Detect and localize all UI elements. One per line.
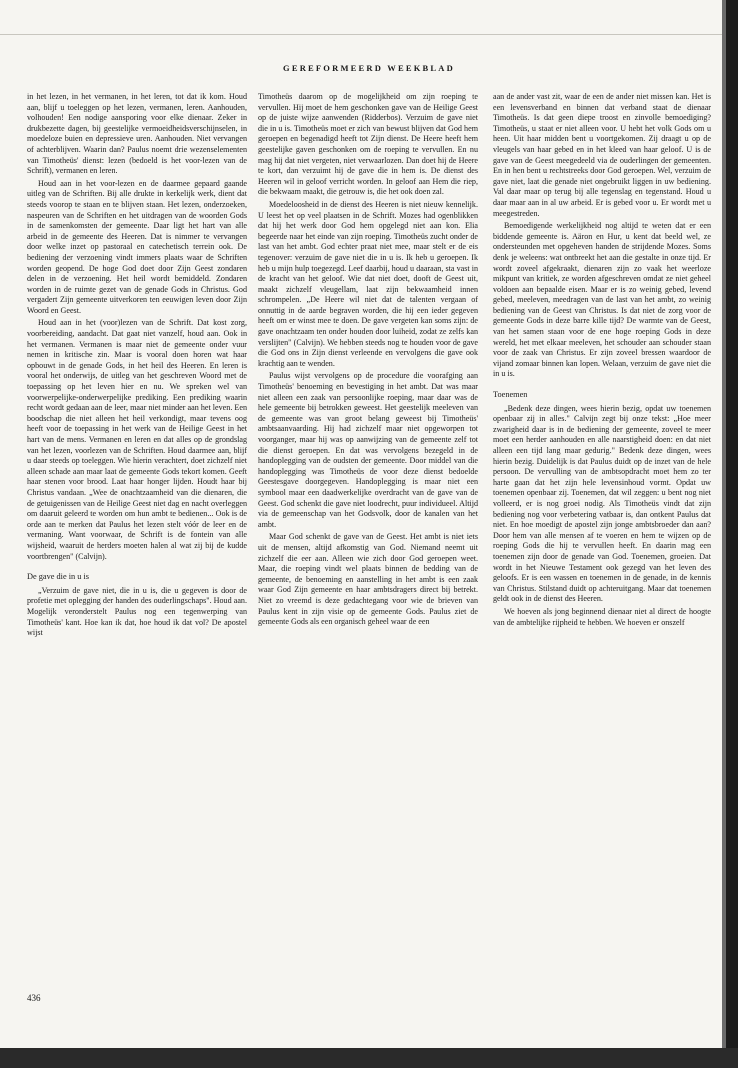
paragraph: Maar God schenkt de gave van de Geest. Het ambt is niet iets uit de mensen, altijd afkomstig van God. Niemand neemt uit zichzelf die eer aan. Alleen wie zich door God geroepen weet. Maar, die roeping vindt wel plaats binnen de bedding van de gemeente, de benoeming en aanstelling in het ambt is een zaak waar God Zijn gemeente en haar ambtsdragers direct bij betrekt. Niet zo vreemd is deze gedachtegang voor wie de brieven van Paulus kent in zijn visie op de gemeente Gods. Paulus ziet de gemeente Gods als een organisch geheel waar de een xyxy=(258,532,478,627)
paragraph: Houd aan in het (voor)lezen van de Schrift. Dat kost zorg, voorbereiding, aandacht. Dat gaat niet vanzelf, houd aan. Ook in het vermanen. Vermanen is maar niet de gemeente onder vuur nemen in kritische zin. Maar is vooral doen horen wat haar opbouwt in de genade Gods, in het heil des Heeren. En leren is vooral het onderwijs, de uitleg van het geschreven Woord met de toepassing op het leven hier en nu. We spreken wel van voorwerpelijke-onderwerpelijke prediking. Een prediking waarin recht wordt gedaan aan de leer, maar niet minder aan het leven. Een boodschap die niet alleen het heil verkondigt, maar tevens oog heeft voor de toepassing in het werk van de Heilige Geest in het hart van de mens. Vermanen en leren en dat alles op de grondslag van het lezen, voorlezen van de Schriften. Houd daarmee aan, blijf u daar steeds op toeleggen. Wie hierin verachtert, doet zichzelf niet alleen schade aan maar laat de gemeente Gods tekort komen. Geeft haar stenen voor brood. Laat haar honger lijden. Houdt haar bij Christus vandaan. „Wee de onachtzaamheid van die dienaren, die de getuigenissen van de Heilige Geest niet dag en nacht overleggen om daaruit geleerd te worden om hun ambt te bedienen... Ook is de orde aan te merken dat Paulus het lezen stelt vóór de leer en de vermaning. Want voorwaar, de Schrift is de fontein van alle wijsheid, waaruit de herders moeten halen al wat zij bij de kudde voortbrengen" (Calvijn). xyxy=(27,318,247,561)
section-heading: De gave die in u is xyxy=(27,572,89,582)
bottom-edge xyxy=(0,1048,738,1068)
paragraph: aan de ander vast zit, waar de een de ander niet missen kan. Het is een levensverband en binnen dat verband staat de dienaar Timotheüs. Is dat geen diepe troost en zinvolle bemoediging? Timotheüs, u staat er niet alleen voor. U hebt het volk Gods om u heen. Uit haar midden bent u voortgekomen. Zij draagt u op de vleugels van haar gebed en in het kleed van haar geloof. U is de gave van de Geest meegedeeld via de ouderlingen der gemeenten. En in hen bent u rechtstreeks door God geroepen. Wel, verzuim de gave niet, laat die genade niet ongebruikt liggen in uw bediening. Val daar maar op terug bij alle tegenslag en tegenstand. Houd u daar maar aan in al uw arbeid. Er is gebed voor u. Er wordt met u meegestreden. xyxy=(493,92,711,218)
paragraph: „Verzuim de gave niet, die in u is, die u gegeven is door de profetie met oplegging der handen des ouderlingschaps". Houd aan. Mogelijk veronderstelt Paulus nog een tegenwerping van Timotheüs' kant. Hoe kan ik dat, hoe houd ik dat vol? De apostel wijst xyxy=(27,585,247,638)
page-number: 436 xyxy=(27,993,41,1003)
binding-edge xyxy=(726,0,738,1068)
paragraph: Timotheüs daarom op de mogelijkheid om zijn roeping te vervullen. Hij moet de hem geschonken gave van de Heilige Geest op de juiste wijze aanwenden (Ridderbos). Verzuim de gave niet die in u is. Timotheüs moet er zich van bewust blijven dat God hem geroepen en begenadigd heeft tot Zijn dienst. De Heere heeft hem geestelijke gaven geschonken om de roeping te vervullen. En nu mag hij dat niet vergeten, niet verwaarlozen. Dan doet hij de Heere te kort, dan verzuimt hij de gave die in hem is. De dienst des Heeren wil in geloof verricht worden. In geloof aan Hem die riep, die bekwaam maakt, die getrouw is, die het ook doen zal. xyxy=(258,92,478,197)
paragraph: „Bedenk deze dingen, wees hierin bezig, opdat uw toenemen openbaar zij in alles." Calvijn zegt bij onze tekst: „Hoe meer zwarigheid daar is in de bediening der gemeente, zoveel te meer moet een herder aanhouden en alle naarstigheid doen: en dat niet alleen een tijd lang maar gedurig." Bedenk deze dingen, wees hierin bezig. Duidelijk is dat Paulus duidt op de inzet van de hele persoon. De vervulling van de ambtsopdracht moet hem zo ter harte gaan dat het zijn hele levensinhoud vormt. Opdat uw toenemen openbaar zij. Toenemen, dat wil zeggen: u bent nog niet volleerd, er is nog groei nodig. Als Timotheüs vindt dat zijn bediening nog voor verbetering vatbaar is, dan ontkent Paulus dat niet. En hoe moedigt de apostel zijn jonge ambtsbroeder dan aan? Door hem van alle mensen af te voeren en hem te wijzen op de roeping Gods die hij te vervullen heeft. En daarin mag een toenemen zijn door de genade van God. Toenemen, groeien. Dat wordt in het Nieuwe Testament ook gezegd van het leven des geloofs. Er is een wassen en toenemen in de genade, in de kennis van Christus. Stilstand duidt op achteruitgang. Maar dat toenemen geldt ook in de dienst des Heeren. xyxy=(493,403,711,604)
paragraph: We hoeven als jong beginnend dienaar niet al direct de hoogte van de ambtelijke rijpheid te hebben. We hoeven er onszelf xyxy=(493,606,711,627)
text-column-3 xyxy=(493,92,711,628)
paragraph: in het lezen, in het vermanen, in het leren, tot dat ik kom. Houd aan, blijf u toeleggen op het lezen, vermanen, leren. Aanhouden, volhouden! Een nodige aansporing voor elke dienaar. Zeker in drukbezette dagen, bij geestelijke vermoeidheidsverschijnselen, in moedeloze buien en depressieve uren. Aanhouden. Niet vervangen of achterblijven. Waarin dan? Paulus noemt drie wezenselementen van Timotheüs' dienst: lezen (bedoeld is het voor-lezen van de Schrift), vermanen en leren. xyxy=(27,92,247,176)
paragraph: Paulus wijst vervolgens op de procedure die voorafging aan Timotheüs' benoeming en bevestiging in het ambt. Dat was maar niet alleen een zaak van persoonlijke roeping, maar daar was de hele gemeente bij betrokken geweest. Het geestelijk meeleven van de gemeente was van groot belang geweest bij Timotheüs' ambtsaanvaarding. Hij had zichzelf maar niet opgeworpen tot voorganger, maar hij was op aanwijzing van de gemeente zelf tot die dienst geroepen. En dat was vervolgens bezegeld in de handoplegging van de oudsten der gemeente. Door middel van die handoplegging was Timotheüs de voor deze dienst bedoelde Geestesgave doorgegeven. Handoplegging is maar niet een symbool maar een daadwerkelijke overdracht van de gave van de Geest. God schenkt die gave niet loodrecht, puur individueel. Altijd via de gemeenschap van het Godsvolk, door de kanalen van het ambt. xyxy=(258,371,478,529)
text-column-1 xyxy=(27,92,247,639)
paragraph: Houd aan in het voor-lezen en de daarmee gepaard gaande uitleg van de Schriften. Bij alle drukte in kerkelijk werk, dient dat steeds voorop te staan en te blijven staan. Het lezen, onderzoeken, naspeuren van de Schriften en het uitdragen van de woorden Gods in de samenkomsten der gemeente. Daar ligt het hart van alle arbeid in de gemeente des Heeren. Dat is nimmer te vervangen door welke inzet op pastoraal en catechetisch terrein ook. De bediening der verzoening vindt immers plaats waar de Schriften worden geopend. De hoge God doet door Zijn Geest zondaren delen in de verzoening. Het heil wordt bemiddeld. Zondaren worden in de ruimte gezet van de genade Gods in Christus. God vergadert Zijn gemeente uitverkoren ten eeuwigen leven door Zijn Woord en Geest. xyxy=(27,178,247,315)
top-edge-line xyxy=(0,34,726,35)
paragraph: Moedeloosheid in de dienst des Heeren is niet nieuw kennelijk. U leest het op veel plaatsen in de Schrift. Mozes had ogenblikken dat hij het werk door God hem opgelegd niet aan kon. Elia begeerde naar het einde van zijn roeping. Timotheüs zucht onder de last van het ambt. God echter praat niet mee, maar stelt er de eis tegenover: verzuim de gave niet die in u is. Ik heb u geroepen. Ik heb u mijn hulp toegezegd. Leef daarbij, houd u daaraan, sta vast in de kracht van het geloof. Wie dat niet doet, dooft de Geest uit, maakt zichzelf vleugellam, laat zijn bekwaamheid innen schrompelen. „De Heere wil niet dat de talenten vergaan of onnuttig in de aarde begraven worden, die hij een ieder gegeven heeft om er winst mee te doen. De gave vergeten kan soms zijn: de gave onachtzaam ten onder houden door luiheid, zodat ze zelfs kan verslijten" (Calvijn). We hebben steeds nog te houden voor de gave die God ons in Zijn dienst verleende en vervolgens die gave ook krachtig aan te wenden. xyxy=(258,199,478,368)
section-heading: Toenemen xyxy=(493,390,528,400)
text-column-2 xyxy=(258,92,478,628)
paragraph: Bemoedigende werkelijkheid nog altijd te weten dat er een biddende gemeente is. Aäron en Hur, u kent dat beeld wel, ze ondersteunden met opgeheven handen de strijdende Mozes. Soms denk je weleens: wat ontbreekt het aan die gestalte in onze tijd. Er wordt zoveel afgekraakt, dienaren zijn zo vaak het weerloze mikpunt van kritiek, ze worden afgeschreven omdat ze niet geheel voldoen aan bepaalde eisen. Maar er is zo weinig gebed, levend gebed, meeleven, meedragen van de last van het ambt, zo weinig bediening van de Geest van Christus. Is dat niet de zorg voor de gemeente Gods in deze barre kille tijd? De warmte van de Geest, van het samen staan voor de ene hoge roeping Gods in deze wereld, het met elkaar meeleven, het schouder aan schouder staan voor de zaak van Christus. Er zijn zoveel bressen waardoor de vijand zomaar binnen kan lopen. Welaan, verzuim de gave niet die in u is. xyxy=(493,221,711,379)
running-header: GEREFORMEERD WEEKBLAD xyxy=(283,63,455,73)
